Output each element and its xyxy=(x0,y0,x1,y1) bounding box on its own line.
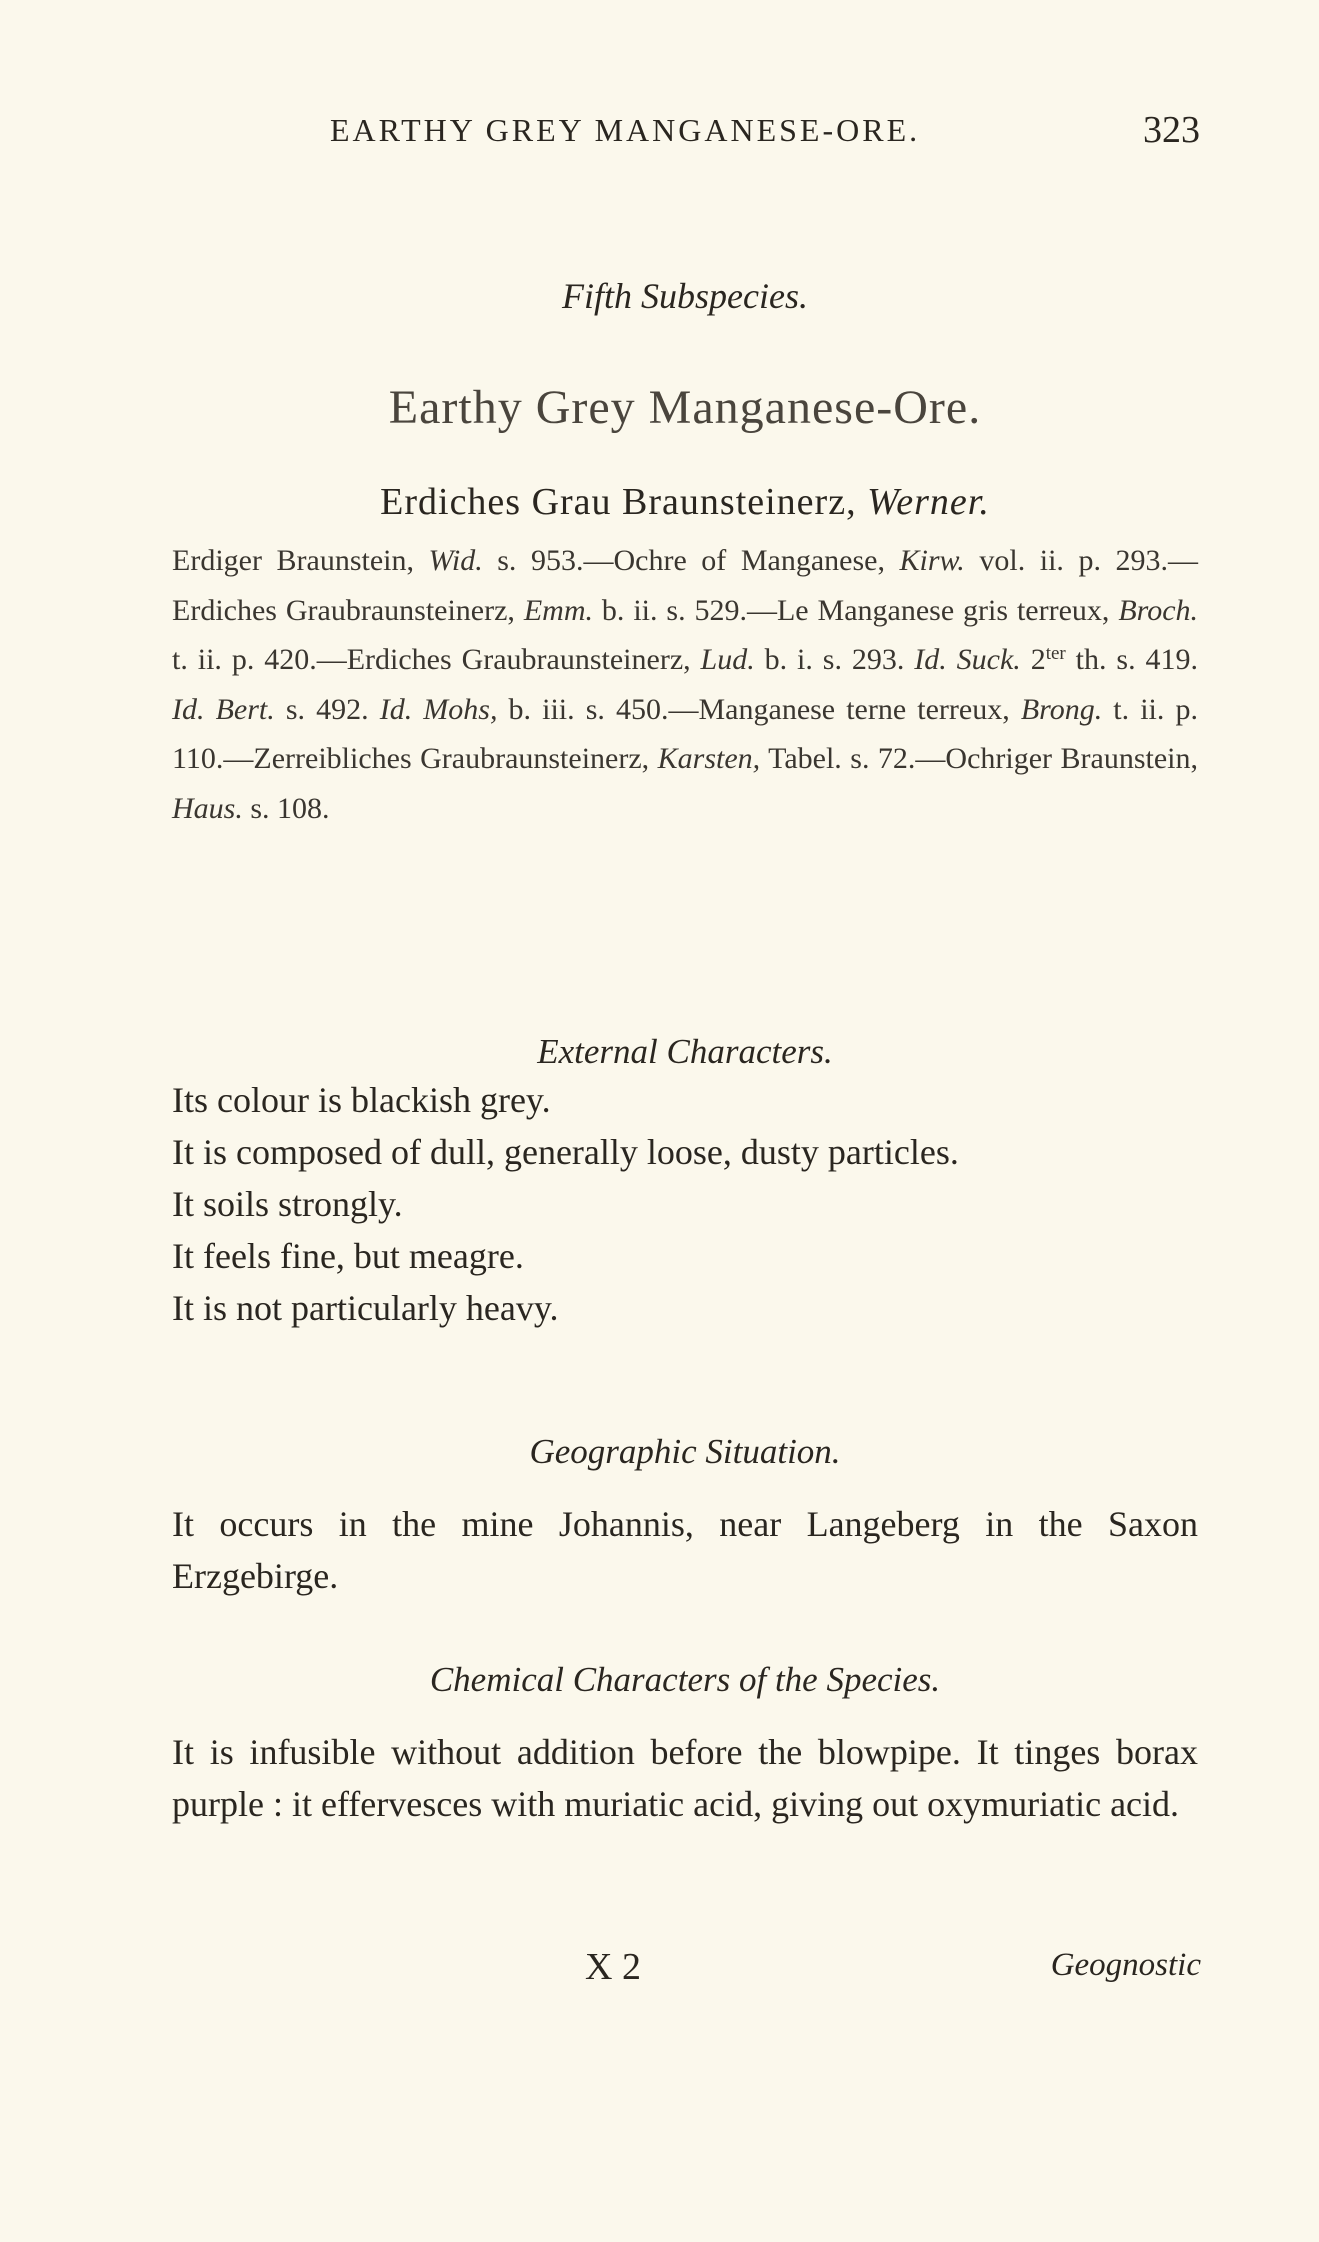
external-line-weight: It is not particularly heavy. xyxy=(172,1288,559,1328)
external-characters-heading: External Characters. xyxy=(537,1032,833,1071)
synonymy-paragraph: Erdiger Braunstein, Wid. s. 953.—Ochre of Manganese, Kirw. vol. ii. p. 293.—Erdiches Graubraunsteinerz, Emm. b. ii. s. 529.—Le Manganese gris terreux, Broch. t. ii. p. 420.—Erdiches Graubraunsteinerz, Lud. b. i. s. 293. Id. Suck. $2^{ter}$ th. s. 419. Id. Bert. s. 492. Id. Mohs, b. iii. s. 450.—Manganese terne terreux, Brong. t. ii. p. 110.—Zerreibliches Graubraunsteinerz, Karsten, Tabel. s. 72.—Ochriger Braunstein, Haus. s. 108. xyxy=(172,544,1199,825)
catchword: Geognostic xyxy=(1050,1947,1201,1983)
chemical-characters-text: It is infusible without addition before the blowpipe. It tinges borax purple : it effervesces with muriatic acid, giving out oxymuriatic acid. xyxy=(172,1732,1198,1824)
external-characters-list xyxy=(172,1074,1202,1334)
external-line-colour: Its colour is blackish grey. xyxy=(172,1080,551,1120)
external-line-soils: It soils strongly. xyxy=(172,1184,403,1224)
german-name-text: Erdiches Grau Braunsteinerz, xyxy=(380,481,857,523)
signature-mark: X 2 xyxy=(585,1946,641,1988)
page-number: 323 xyxy=(1143,109,1200,151)
running-title: EARTHY GREY MANGANESE-ORE. xyxy=(330,112,921,148)
chemical-characters-heading: Chemical Characters of the Species. xyxy=(429,1660,941,1699)
external-line-composition: It is composed of dull, generally loose, dusty particles. xyxy=(172,1132,959,1172)
geographic-situation-text: It occurs in the mine Johannis, near Langeberg in the Saxon Erzgebirge. xyxy=(172,1504,1198,1596)
german-name xyxy=(170,480,1200,524)
german-name-authority: Werner. xyxy=(867,481,990,523)
external-line-feel: It feels fine, but meagre. xyxy=(172,1236,524,1276)
running-head xyxy=(330,109,1200,162)
subspecies-heading: Fifth Subspecies. xyxy=(562,276,808,316)
geographic-situation-heading: Geographic Situation. xyxy=(529,1432,841,1471)
species-name: Earthy Grey Manganese-Ore. xyxy=(388,381,982,434)
